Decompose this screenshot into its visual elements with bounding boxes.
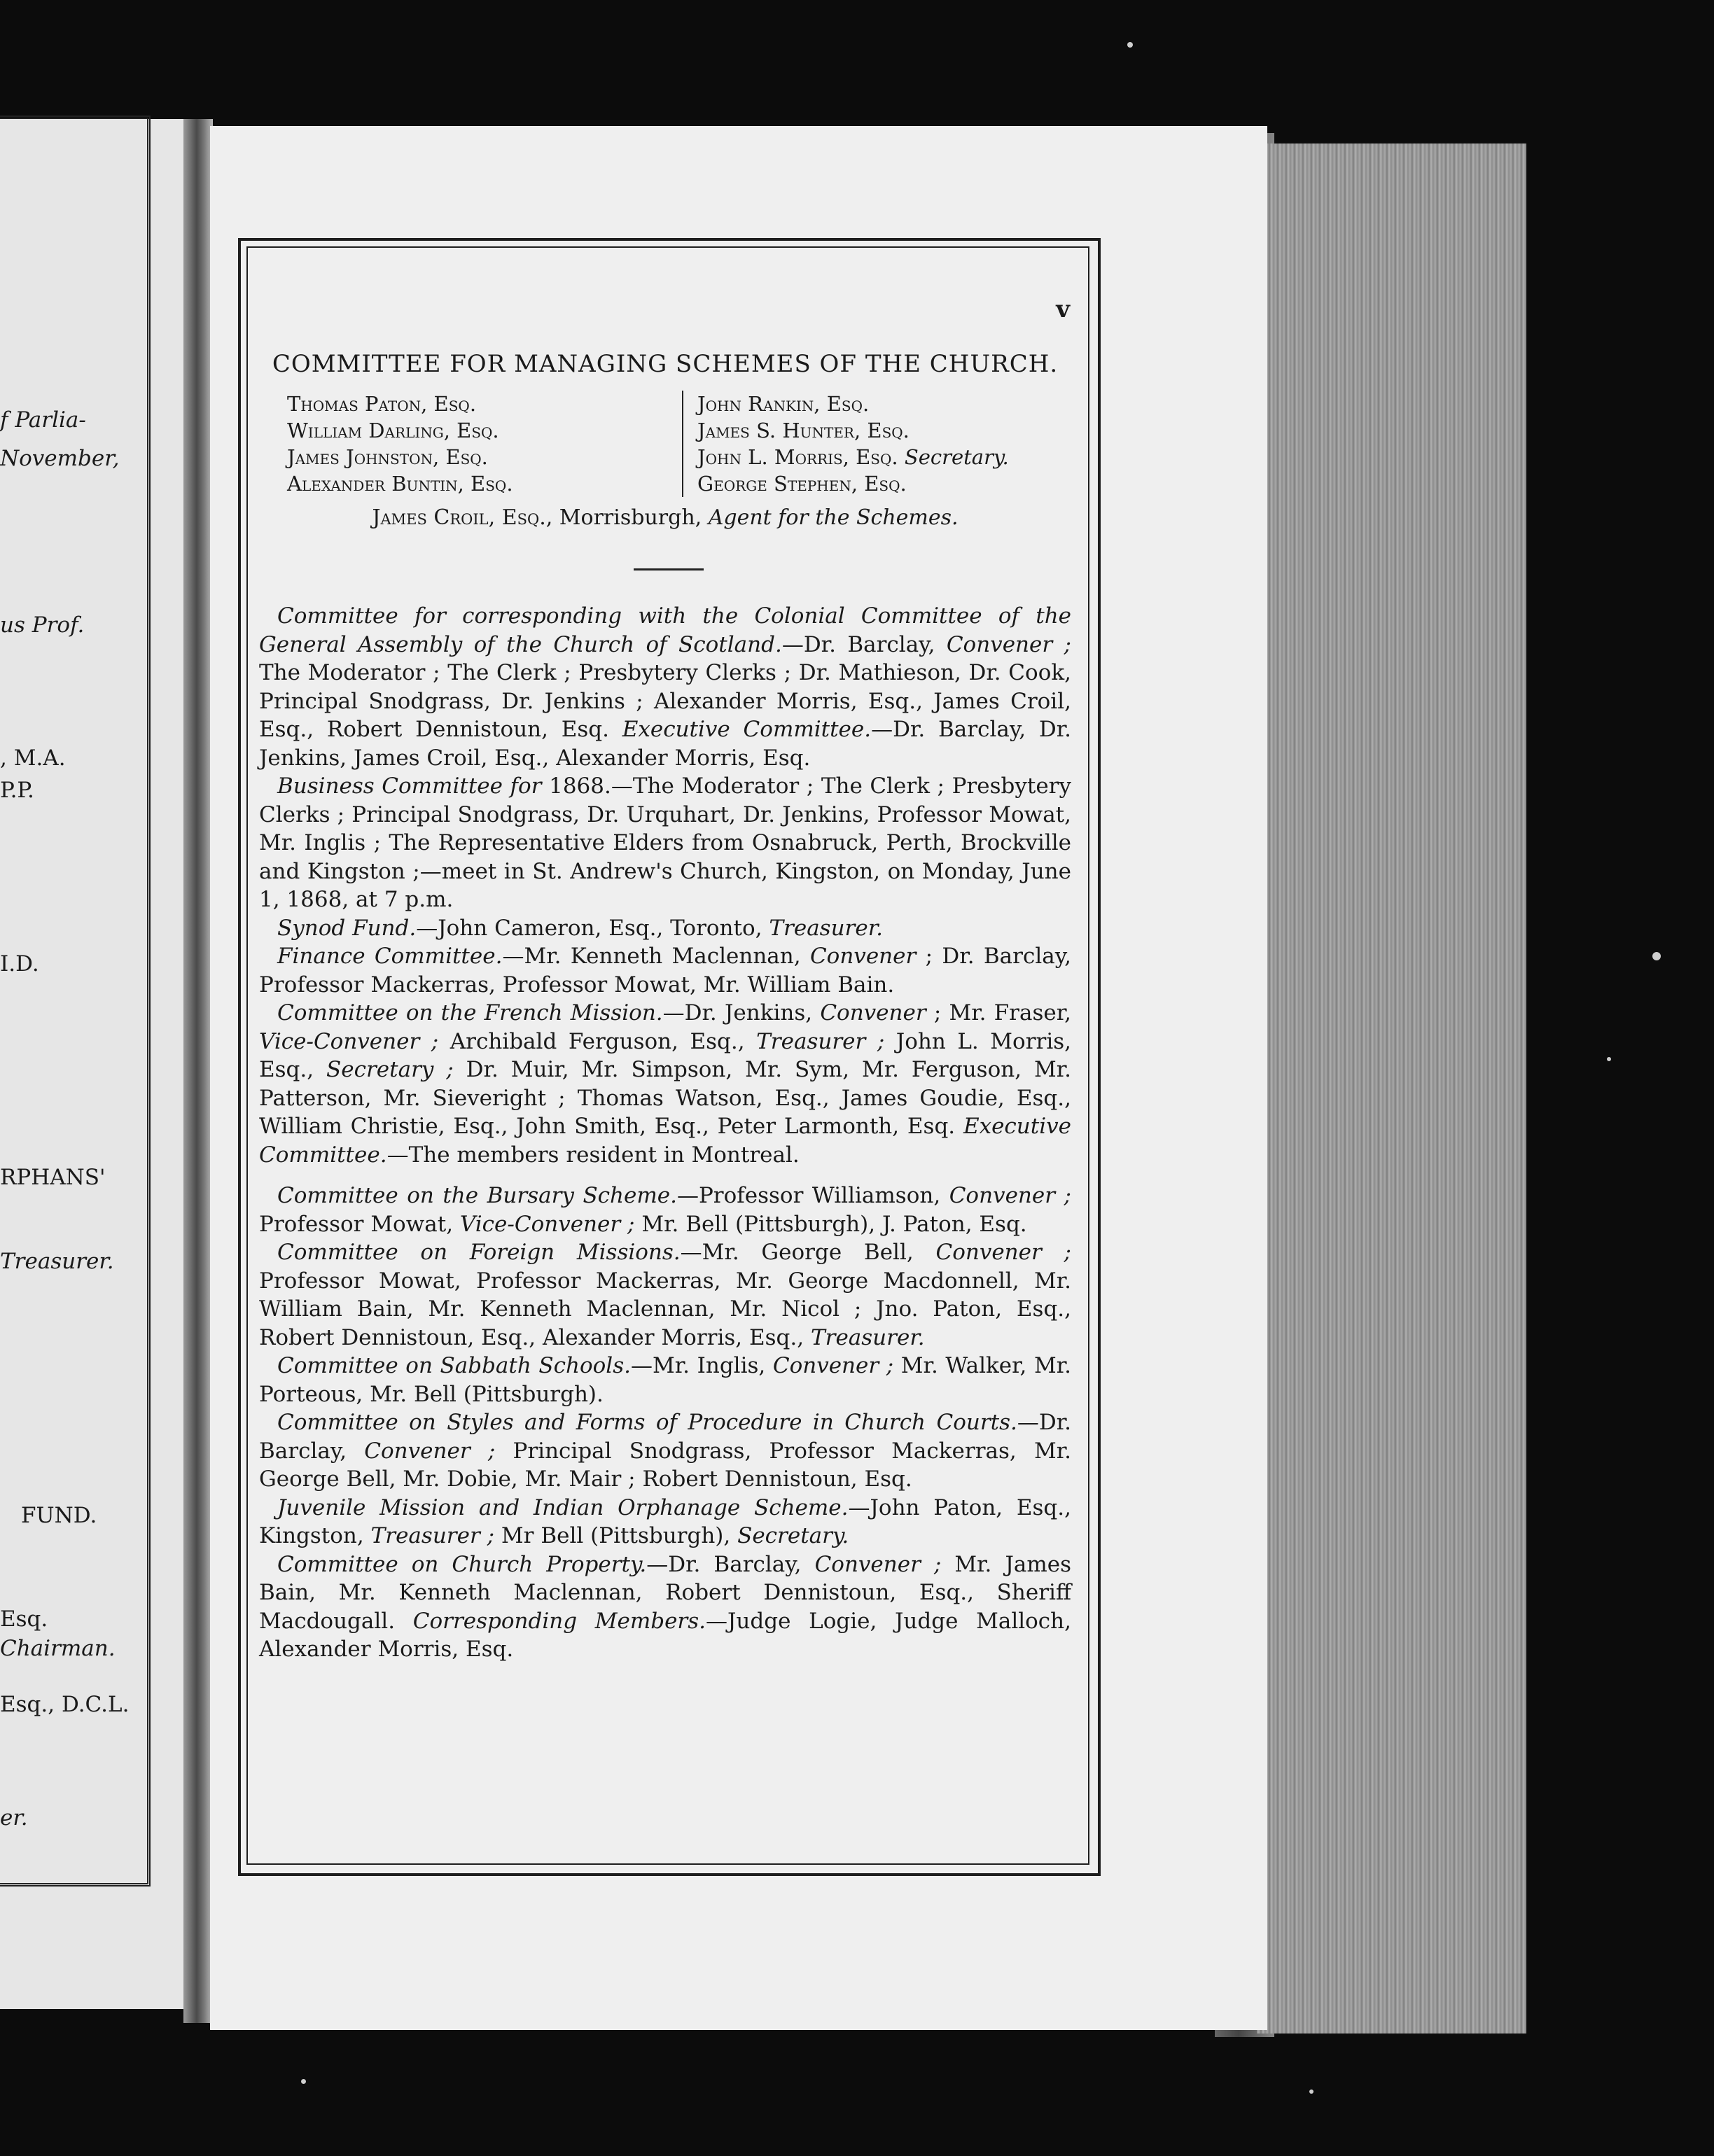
left-page-fragment-text: er. <box>0 1805 28 1830</box>
text-run: —Dr. Jenkins, <box>662 1000 821 1026</box>
member-name: John Rankin, Esq. <box>697 392 870 416</box>
text-run: Mr. James Bain, Mr. Kenneth Maclennan, Robert Dennistoun, Esq., Sheriff Macdougall. <box>259 1551 1072 1634</box>
text-run: ; Mr. Fraser, <box>926 1000 1071 1026</box>
dust-speck <box>1607 1057 1611 1061</box>
committee-paragraph <box>259 1550 1071 1664</box>
italic-text: Committee for corresponding with the Colonial Committee of the General Assembly of the Church of Scotland. <box>259 603 1071 657</box>
agent-location: , Morrisburgh, <box>545 505 709 530</box>
left-page-fragment-text: November, <box>0 446 120 471</box>
text-run: The Moderator ; The Clerk ; Presbytery Clerks ; Dr. Mathieson, Dr. Cook, Principal Snodgrass, Dr. Jenkins ; Alexander Morris, Esq., James Croil, Esq., Robert Dennistoun, Esq. <box>259 660 1071 742</box>
text-run: Professor Mowat, Professor Mackerras, Mr. George Macdonnell, Mr. William Bain, Mr. Kenneth Maclennan, Mr. Nicol ; Jno. Paton, Esq., Robert Dennistoun, Esq., Alexander Morris, Esq., <box>259 1268 1071 1350</box>
committee-paragraph <box>259 914 1071 943</box>
left-page-fragment-text: I.D. <box>0 951 39 976</box>
left-page-fragment-text: us Prof. <box>0 612 85 638</box>
text-run: —The members resident in Montreal. <box>386 1142 800 1168</box>
left-page-fragment-text: Esq. <box>0 1606 48 1632</box>
italic-text: Committee on the French Mission. <box>277 1000 663 1026</box>
book-gutter <box>183 119 213 2023</box>
italic-text: Convener ; <box>946 631 1071 657</box>
member-name: James S. Hunter, Esq. <box>697 419 910 442</box>
agent-name: James Croil, Esq. <box>372 505 546 530</box>
dust-speck <box>1652 952 1661 960</box>
italic-text: Business Committee for <box>277 774 542 799</box>
italic-text: Treasurer. <box>810 1324 925 1350</box>
italic-text: Convener ; <box>949 1183 1071 1208</box>
dust-speck <box>301 2079 306 2084</box>
italic-text: Convener ; <box>935 1240 1071 1265</box>
text-run: —Dr. Barclay, Dr. Jenkins, James Croil, Esq., Alexander Morris, Esq. <box>259 717 1071 771</box>
italic-text: Treasurer. <box>769 915 883 941</box>
committee-paragraph <box>259 942 1071 999</box>
left-page-fragment-text: f Parlia- <box>0 407 86 433</box>
member-entry <box>697 417 1009 444</box>
italic-text: Convener ; <box>364 1438 496 1464</box>
italic-text: Convener <box>809 944 917 969</box>
page-edges <box>1257 144 1526 2033</box>
italic-text: Committee on Styles and Forms of Procedure in Church Courts. <box>277 1410 1017 1435</box>
member-name: John L. Morris, Esq. <box>697 445 898 469</box>
left-page-fragment-text: P.P. <box>0 778 34 803</box>
left-page-fragment-text: FUND. <box>21 1503 97 1528</box>
committee-paragraph <box>259 1408 1071 1494</box>
committee-paragraph <box>259 1352 1071 1408</box>
italic-text: Secretary. <box>737 1523 849 1548</box>
italic-text: Committee on Church Property. <box>277 1551 647 1577</box>
text-run: —Judge Logie, Judge Malloch, Alexander Morris, Esq. <box>259 1608 1071 1662</box>
committee-paragraph <box>259 1494 1071 1550</box>
italic-text: Convener <box>820 1000 926 1026</box>
left-page-fragment-text: Chairman. <box>0 1636 116 1661</box>
committee-paragraph <box>259 1182 1071 1238</box>
dust-speck <box>1309 2090 1314 2094</box>
text-run: —Dr. Barclay, <box>259 1410 1071 1464</box>
member-entry <box>697 470 1009 497</box>
member-name: Alexander Buntin, Esq. <box>287 472 513 496</box>
text-run: Mr Bell (Pittsburgh), <box>494 1523 738 1548</box>
italic-text: Secretary ; <box>326 1057 454 1082</box>
italic-text: Synod Fund. <box>277 915 417 941</box>
text-run: John L. Morris, Esq., <box>259 1028 1072 1082</box>
left-page-fragment-text: Esq., D.C.L. <box>0 1692 130 1717</box>
text-run: Professor Mowat, <box>259 1211 460 1237</box>
text-run: Mr. Walker, Mr. Porteous, Mr. Bell (Pittsburgh). <box>259 1353 1071 1407</box>
italic-text: Treasurer ; <box>756 1028 885 1054</box>
text-run: Principal Snodgrass, Professor Mackerras, Mr. George Bell, Mr. Dobie, Mr. Mair ; Robert Dennistoun, Esq. <box>259 1438 1071 1492</box>
text-run: Archibald Ferguson, Esq., <box>438 1028 757 1054</box>
page-heading: COMMITTEE FOR MANAGING SCHEMES OF THE CHURCH. <box>272 350 1059 378</box>
text-run: —John Paton, Esq., Kingston, <box>259 1494 1071 1548</box>
italic-text: Convener ; <box>814 1551 942 1577</box>
committee-paragraph <box>259 602 1071 772</box>
italic-text: Treasurer ; <box>370 1523 495 1548</box>
agent-line <box>259 504 1071 533</box>
italic-text: Vice-Convener ; <box>459 1211 635 1237</box>
left-page-fragment-text: Treasurer. <box>0 1249 114 1274</box>
text-run: —Mr. Inglis, <box>631 1353 773 1378</box>
italic-text: Executive Committee. <box>622 717 872 742</box>
member-name: James Johnston, Esq. <box>287 445 488 469</box>
text-run: —John Cameron, Esq., Toronto, <box>416 915 769 941</box>
text-run: —Mr. George Bell, <box>680 1240 936 1265</box>
italic-text: Executive Committee. <box>259 1114 1071 1168</box>
italic-text: Juvenile Mission and Indian Orphanage Scheme. <box>277 1494 849 1520</box>
left-page-fragment-text: RPHANS' <box>0 1165 106 1190</box>
italic-text: Committee on the Bursary Scheme. <box>277 1183 677 1208</box>
text-run: Dr. Muir, Mr. Simpson, Mr. Sym, Mr. Ferguson, Mr. Patterson, Mr. Sieveright ; Thomas Watson, Esq., James Goudie, Esq., William Christie, Esq., John Smith, Esq., Peter Larmonth, Esq. <box>259 1057 1071 1139</box>
member-name: William Darling, Esq. <box>287 419 499 442</box>
page-number: v <box>1056 295 1070 323</box>
committee-paragraph <box>259 772 1071 914</box>
agent-role: Agent for the Schemes. <box>708 505 959 530</box>
text-run: —Dr. Barclay, <box>781 631 947 657</box>
text-run: Mr. Bell (Pittsburgh), J. Paton, Esq. <box>634 1211 1027 1237</box>
italic-text: Committee on Foreign Missions. <box>277 1240 681 1265</box>
member-role: Secretary. <box>904 445 1009 469</box>
text-run: ; Dr. Barclay, Professor Mackerras, Professor Mowat, Mr. William Bain. <box>259 944 1071 997</box>
italic-text: Vice-Convener ; <box>259 1028 439 1054</box>
left-page-fragment-text: , M.A. <box>0 746 66 771</box>
member-entry <box>697 444 1009 470</box>
section-divider <box>634 568 704 570</box>
text-run: —Dr. Barclay, <box>646 1551 815 1577</box>
text-run: —Mr. Kenneth Maclennan, <box>502 944 810 969</box>
committee-paragraph <box>259 999 1071 1169</box>
text-run: 1868.—The Moderator ; The Clerk ; Presbytery Clerks ; Principal Snodgrass, Dr. Urquhart, Dr. Jenkins, Professor Mowat, Mr. Inglis ; The Representative Elders from Osnabruck, Perth, Brockville and Kingston ;—meet in St. Andrew's Church, Kingston, on Monday, June 1, 1868, at 7 p.m. <box>259 774 1072 912</box>
italic-text: Finance Committee. <box>277 944 503 969</box>
text-run: —Professor Williamson, <box>676 1183 949 1208</box>
italic-text: Convener ; <box>772 1353 894 1378</box>
member-name: George Stephen, Esq. <box>697 472 907 496</box>
italic-text: Committee on Sabbath Schools. <box>277 1353 631 1378</box>
members-left-column <box>287 391 513 497</box>
member-entry <box>697 391 1009 417</box>
committee-paragraph <box>259 1238 1071 1352</box>
italic-text: Corresponding Members. <box>412 1608 706 1634</box>
member-name: Thomas Paton, Esq. <box>287 392 477 416</box>
dust-speck <box>1127 42 1133 48</box>
members-right-column <box>682 391 1009 497</box>
committee-list <box>259 602 1071 1664</box>
